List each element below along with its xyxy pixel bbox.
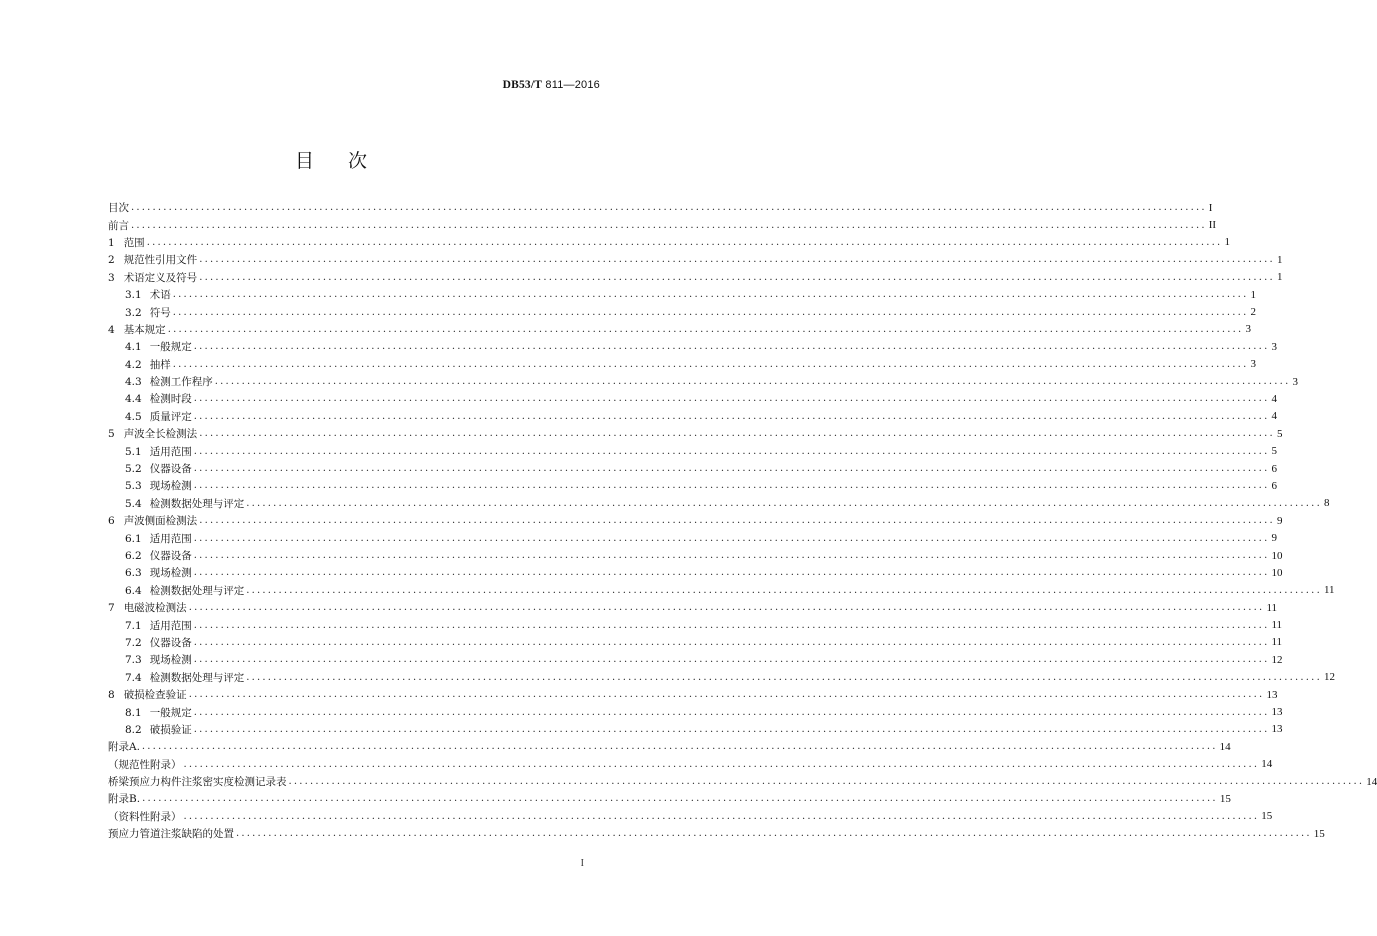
toc-entry-page: 6 [1271,462,1277,475]
table-of-contents [108,199,1377,842]
toc-entry-text: （规范性附录） [108,758,182,771]
toc-entry-number: 6.1 [125,532,142,545]
toc-entry[interactable] [108,286,1256,303]
toc-entry-label [108,322,166,337]
toc-entry-number: 7.4 [125,671,142,684]
toc-entry-text: 适用范围 [149,532,192,545]
toc-entry-label [108,252,197,267]
toc-entry-text: 仪器设备 [149,636,192,649]
toc-entry[interactable] [108,756,1273,773]
toc-entry[interactable] [108,512,1283,529]
toc-dot-leader: ........................................................................................................................................................................................................ [193,532,1270,544]
toc-entry-page: 3 [1245,323,1251,336]
toc-dot-leader: ........................................................................................................................................................................................................ [193,567,1270,579]
toc-entry-number: 5 [108,428,115,441]
toc-entry-page: 14 [1366,775,1377,788]
toc-entry[interactable] [108,216,1217,233]
toc-dot-leader: ........................................................................................................................................................................................................ [214,376,1291,388]
toc-dot-leader: ........................................................................................................................................................................................................ [193,410,1270,422]
toc-entry-text: 现场检测 [149,654,192,667]
toc-dot-leader: ........................................................................................................................................................................................................ [199,254,1275,266]
toc-entry-text: 仪器设备 [149,463,192,476]
toc-entry-text: 仪器设备 [149,550,192,562]
toc-entry[interactable] [108,547,1283,564]
toc-dot-leader: ........................................................................................................................................................................................................ [193,654,1270,666]
toc-entry-number: 8.2 [125,723,142,736]
toc-entry-number: 1 [108,236,115,249]
toc-entry-text: 现场检测 [149,480,192,493]
toc-entry-page: 15 [1313,827,1325,840]
toc-entry-page: 5 [1276,427,1283,440]
toc-entry-page: 9 [1271,532,1277,545]
toc-dot-leader: ........................................................................................................................................................................................................ [188,602,1265,614]
toc-entry[interactable] [108,564,1283,581]
toc-dot-leader: ........................................................................................................................................................................................................ [193,480,1270,492]
toc-entry-number: 8.1 [125,706,142,719]
toc-entry-page: 11 [1323,584,1335,597]
toc-dot-leader: ........................................................................................................................................................................................................ [246,497,1322,509]
standard-code [503,79,600,91]
toc-entry-text: 声波侧面检测法 [123,515,198,528]
toc-entry-number: 6.2 [125,550,142,562]
toc-entry-text: 符号 [149,306,171,319]
toc-entry-page: 11 [1271,619,1283,632]
toc-entry-page: 4 [1271,410,1277,423]
toc-dot-leader: ........................................................................................................................................................................................................ [183,758,1260,770]
toc-entry-text: 现场检测 [149,567,192,580]
toc-entry-text: 检测数据处理与评定 [149,671,245,684]
toc-entry-label [108,826,234,841]
toc-entry-number: 6.3 [125,567,142,580]
toc-entry-label [108,270,197,285]
toc-entry-label [108,774,287,789]
toc-entry[interactable] [108,703,1283,720]
toc-dot-leader: ........................................................................................................................................................................................................ [193,341,1270,353]
toc-entry-label [125,357,171,372]
toc-entry-label [125,705,192,720]
toc-entry-page: 2 [1250,306,1256,319]
toc-entry-label [125,478,192,493]
toc-dot-leader: ........................................................................................................................................................................................................ [199,515,1275,527]
toc-entry-label [108,426,197,441]
toc-entry-page: 4 [1271,392,1277,405]
toc-dot-leader: ........................................................................................................................................................................................................ [193,463,1270,475]
toc-dot-leader: ........................................................................................................................................................................................................ [193,723,1270,735]
toc-entry-number: 7.2 [125,636,142,649]
toc-entry-page: 13 [1266,688,1278,701]
toc-entry-number: 5.1 [125,445,142,458]
toc-dot-leader: ........................................................................................................................................................................................................ [141,741,1218,753]
toc-entry[interactable] [108,390,1277,407]
toc-entry-label [108,687,187,702]
toc-entry[interactable] [108,808,1273,825]
toc-dot-leader: ........................................................................................................................................................................................................ [131,202,1207,214]
toc-entry-text: 适用范围 [149,445,192,458]
toc-entry-number: 4.2 [125,358,142,371]
toc-entry-page: 10 [1271,566,1283,579]
toc-entry-text: 术语定义及符号 [123,271,198,284]
toc-entry-label [125,444,192,459]
toc-entry-label [125,548,192,563]
toc-entry[interactable] [108,303,1256,320]
toc-entry-page: I [1208,201,1213,214]
toc-entry[interactable] [108,199,1213,216]
toc-entry-text: 前言 [108,219,129,232]
toc-entry-text: 术语 [149,289,171,302]
toc-entry-page: 10 [1271,549,1283,562]
page-title: 目次 [294,150,401,172]
toc-entry[interactable] [108,477,1277,494]
toc-dot-leader: ........................................................................................................................................................................................................ [193,393,1270,405]
toc-dot-leader: ........................................................................................................................................................................................................ [167,323,1244,335]
toc-entry[interactable] [108,721,1283,738]
toc-dot-leader: ........................................................................................................................................................................................................ [172,289,1249,301]
toc-entry-label [125,391,192,406]
toc-entry[interactable] [108,825,1325,842]
toc-entry-label [108,513,197,528]
toc-entry-text: 抽样 [149,358,171,371]
toc-entry[interactable] [108,651,1283,668]
toc-entry[interactable] [108,251,1283,268]
toc-dot-leader: ........................................................................................................................................................................................................ [172,306,1249,318]
toc-dot-leader: ........................................................................................................................................................................................................ [146,236,1223,248]
toc-dot-leader: ........................................................................................................................................................................................................ [188,689,1265,701]
toc-entry-label [125,618,192,633]
toc-entry-page: 6 [1271,479,1277,492]
toc-entry[interactable] [108,321,1251,338]
toc-entry[interactable] [108,356,1256,373]
toc-entry[interactable] [108,773,1377,790]
toc-dot-leader: ........................................................................................................................................................................................................ [193,636,1270,648]
toc-entry-label [108,757,182,772]
toc-entry-label [125,652,192,667]
toc-entry-text: 检测工作程序 [149,376,213,389]
toc-entry-text: 检测数据处理与评定 [149,497,245,510]
toc-dot-leader: ........................................................................................................................................................................................................ [199,271,1275,283]
toc-dot-leader: ........................................................................................................................................................................................................ [131,219,1207,231]
toc-entry-page: II [1208,219,1217,232]
toc-entry-label [125,583,244,598]
toc-entry[interactable] [108,669,1335,686]
toc-entry[interactable] [108,790,1231,807]
toc-entry-text: 破损检查验证 [123,689,187,702]
toc-entry-page: 15 [1219,792,1231,805]
toc-entry-page: 5 [1271,445,1277,458]
toc-entry-page: 14 [1219,740,1231,753]
toc-entry-label [108,235,145,250]
toc-entry[interactable] [108,460,1277,477]
toc-entry-text: 一般规定 [149,341,192,354]
toc-entry-text: 预应力管道注浆缺陷的处置 [108,828,234,841]
toc-entry-number: 7.3 [125,654,142,667]
toc-entry-label [108,200,129,215]
toc-entry-number: 6 [108,515,115,528]
toc-entry[interactable] [108,529,1277,546]
toc-entry-text: 电磁波检测法 [123,602,187,615]
toc-entry-number: 8 [108,689,115,702]
toc-entry[interactable] [108,269,1283,286]
toc-entry[interactable] [108,634,1283,651]
toc-dot-leader: ........................................................................................................................................................................................................ [288,776,1365,788]
toc-dot-leader: ........................................................................................................................................................................................................ [246,584,1322,596]
toc-entry-page: 11 [1266,601,1278,614]
toc-entry-page: 14 [1261,758,1273,771]
toc-entry-text: 声波全长检测法 [123,428,198,441]
toc-entry-text: 检测时段 [149,393,192,406]
toc-dot-leader: ........................................................................................................................................................................................................ [142,793,1218,805]
toc-entry-number: 3 [108,271,115,284]
toc-dot-leader: ........................................................................................................................................................................................................ [172,358,1249,370]
toc-entry[interactable] [108,338,1277,355]
toc-entry-page: 1 [1224,236,1230,249]
toc-dot-leader: ........................................................................................................................................................................................................ [193,445,1270,457]
toc-entry-text: 范围 [123,236,145,249]
toc-entry-label [125,635,192,650]
toc-dot-leader: ........................................................................................................................................................................................................ [183,810,1260,822]
toc-entry-label [125,496,244,511]
toc-dot-leader: ........................................................................................................................................................................................................ [193,550,1270,561]
toc-entry[interactable] [108,738,1231,755]
toc-entry-page: 3 [1250,358,1256,371]
toc-entry[interactable] [108,599,1278,616]
toc-entry-text: 质量评定 [149,410,192,423]
toc-dot-leader: ........................................................................................................................................................................................................ [193,619,1270,631]
toc-entry-label [108,791,140,806]
toc-entry-number: 7.1 [125,619,142,632]
toc-entry-text: 检测数据处理与评定 [149,584,245,597]
toc-entry-label [125,305,171,320]
footer-page-number: I [580,858,584,869]
toc-entry-page: 1 [1250,288,1256,301]
toc-dot-leader: ........................................................................................................................................................................................................ [246,671,1322,683]
toc-entry-page: 1 [1276,271,1283,284]
toc-entry-page: 12 [1271,653,1283,666]
toc-entry-text: （资料性附录） [108,810,182,823]
toc-entry-label [125,670,244,685]
toc-entry-number: 3.1 [125,289,142,302]
toc-entry-label [125,722,192,737]
toc-entry[interactable] [108,442,1277,459]
toc-dot-leader: ........................................................................................................................................................................................................ [193,706,1270,718]
toc-entry-text: 规范性引用文件 [123,254,198,267]
toc-entry-number: 7 [108,602,115,615]
toc-entry-text: 适用范围 [149,619,192,632]
toc-entry-number: 4.1 [125,341,142,354]
standard-code-prefix: DB53/T [502,79,543,91]
toc-entry-number: 2 [108,254,115,267]
toc-entry-label [125,409,192,424]
toc-entry[interactable] [108,582,1335,599]
toc-entry-text: 目次 [108,202,129,215]
standard-code-number: 811—2016 [542,79,600,91]
toc-entry-page: 13 [1271,723,1283,736]
toc-entry-page: 13 [1271,706,1283,719]
toc-entry-number: 5.2 [125,463,142,476]
toc-entry-text: 基本规定 [123,323,166,336]
toc-entry-text: 一般规定 [149,706,192,719]
toc-entry-number: 4.5 [125,410,142,423]
toc-entry-label [108,218,129,233]
toc-entry-number: 4.3 [125,376,142,389]
toc-entry-label [108,739,140,754]
toc-dot-leader: ........................................................................................................................................................................................................ [199,428,1275,440]
toc-entry-number: 3.2 [125,306,142,319]
toc-entry-page: 9 [1276,514,1283,527]
toc-entry-page: 8 [1323,497,1330,510]
toc-entry-page: 12 [1323,671,1335,684]
toc-entry-page: 1 [1276,253,1283,266]
toc-entry-label [125,461,192,476]
toc-entry[interactable] [108,616,1283,633]
toc-entry-page: 3 [1292,375,1298,388]
toc-entry-number: 5.4 [125,497,142,510]
toc-entry-label [125,531,192,546]
toc-entry[interactable] [108,373,1298,390]
toc-entry-label [108,600,187,615]
toc-entry[interactable] [108,686,1278,703]
toc-entry-label [125,339,192,354]
toc-entry-text: 破损验证 [149,723,192,736]
toc-entry-label [125,287,171,302]
toc-entry-number: 4.4 [125,393,142,406]
toc-entry-text: 附录B. [108,793,141,806]
toc-entry[interactable] [108,425,1283,442]
toc-entry[interactable] [108,234,1230,251]
toc-entry-label [125,374,213,389]
toc-entry-text: 附录A. [108,741,140,754]
toc-entry-page: 11 [1271,636,1283,649]
toc-entry-text: 桥梁预应力构件注浆密实度检测记录表 [108,776,287,789]
toc-dot-leader: ........................................................................................................................................................................................................ [236,828,1312,840]
toc-entry-number: 5.3 [125,480,142,493]
toc-entry-label [125,565,192,580]
toc-entry-page: 15 [1261,810,1273,823]
toc-entry-page: 3 [1271,340,1277,353]
toc-entry-label [108,809,182,824]
toc-entry[interactable] [108,408,1277,425]
toc-entry[interactable] [108,495,1330,512]
toc-entry-number: 6.4 [125,584,142,597]
toc-entry-number: 4 [108,323,115,336]
